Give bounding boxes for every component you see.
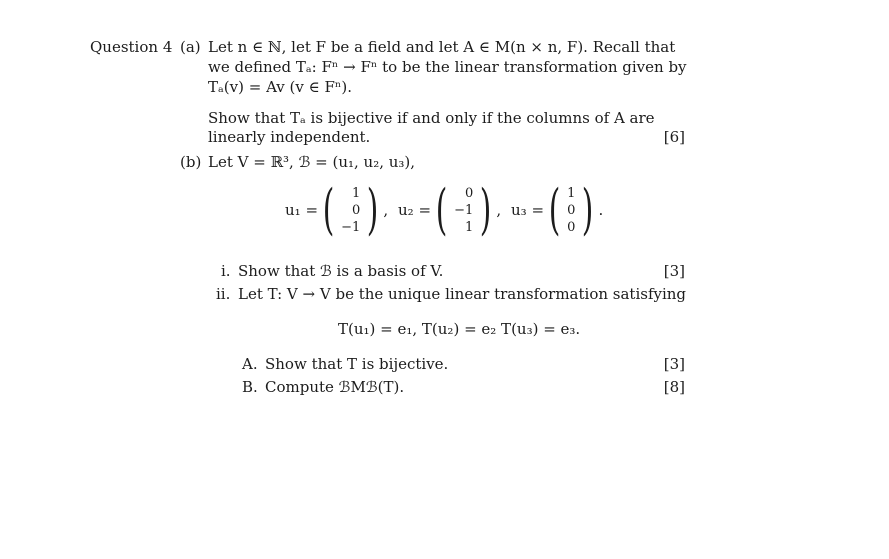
vector-u2-sep: , xyxy=(496,201,502,219)
vector-entry: 1 xyxy=(351,185,361,201)
right-paren: ) xyxy=(367,178,379,241)
item-ii-label: ii. xyxy=(216,285,231,303)
item-B-label: B. xyxy=(242,378,258,396)
item-A-marks: [3] xyxy=(663,355,685,373)
vector-u2-label: u₂ = xyxy=(398,201,432,219)
vector-entry: 1 xyxy=(567,185,576,201)
vector-u3-label: u₃ = xyxy=(511,201,545,219)
part-a-show-line-2: linearly independent. xyxy=(208,128,371,146)
equation: T(u₁) = e₁, T(u₂) = e₂ T(u₃) = e₃. xyxy=(338,320,581,338)
left-paren: ( xyxy=(435,178,448,241)
item-i-text: Show that ℬ is a basis of V. xyxy=(238,262,444,280)
vector-u1-label: u₁ = xyxy=(285,201,319,219)
left-paren: ( xyxy=(322,178,335,241)
vector-entry: 0 xyxy=(351,202,361,218)
vector-u2-entries xyxy=(452,185,475,236)
vector-u1-sep: , xyxy=(383,201,389,219)
part-a-show-line-1: Show that Tₐ is bijective if and only if the columns of A are xyxy=(208,109,655,127)
vector-entry: 0 xyxy=(567,219,576,235)
part-a-line-3: Tₐ(v) = Av (v ∈ Fⁿ). xyxy=(208,78,353,96)
item-B-marks: [8] xyxy=(663,378,685,396)
item-i-label: i. xyxy=(221,262,231,280)
part-a-line-2: we defined Tₐ: Fⁿ → Fⁿ to be the linear transformation given by xyxy=(208,58,687,76)
vector-u3-entries xyxy=(565,185,577,236)
vector-u1 xyxy=(285,178,389,241)
right-paren: ) xyxy=(480,178,492,241)
question-label: Question 4 xyxy=(90,38,173,56)
right-paren: ) xyxy=(582,178,594,241)
part-a-label: (a) xyxy=(180,38,201,56)
part-b-intro: Let V = ℝ³, ℬ = (u₁, u₂, u₃), xyxy=(208,153,416,171)
vector-u3 xyxy=(511,178,604,241)
vector-entry: −1 xyxy=(454,202,474,218)
left-paren: ( xyxy=(548,178,561,241)
vector-u3-sep: . xyxy=(598,201,604,219)
vector-entry: 0 xyxy=(567,202,576,218)
vector-u2 xyxy=(398,178,502,241)
vector-entry: −1 xyxy=(341,219,361,235)
vector-entry: 1 xyxy=(464,219,474,235)
part-b-label: (b) xyxy=(180,153,202,171)
vector-entry: 0 xyxy=(464,185,474,201)
part-a-line-1: Let n ∈ ℕ, let F be a field and let A ∈ M(n × n, F). Recall that xyxy=(208,38,676,56)
item-B-text: Compute ℬMℬ(T). xyxy=(265,378,405,396)
vector-u1-entries xyxy=(339,185,362,236)
item-A-text: Show that T is bijective. xyxy=(265,355,449,373)
item-i-marks: [3] xyxy=(663,262,685,280)
part-a-marks: [6] xyxy=(663,128,685,146)
item-A-label: A. xyxy=(242,355,258,373)
item-ii-text: Let T: V → V be the unique linear transformation satisfying xyxy=(238,285,687,303)
